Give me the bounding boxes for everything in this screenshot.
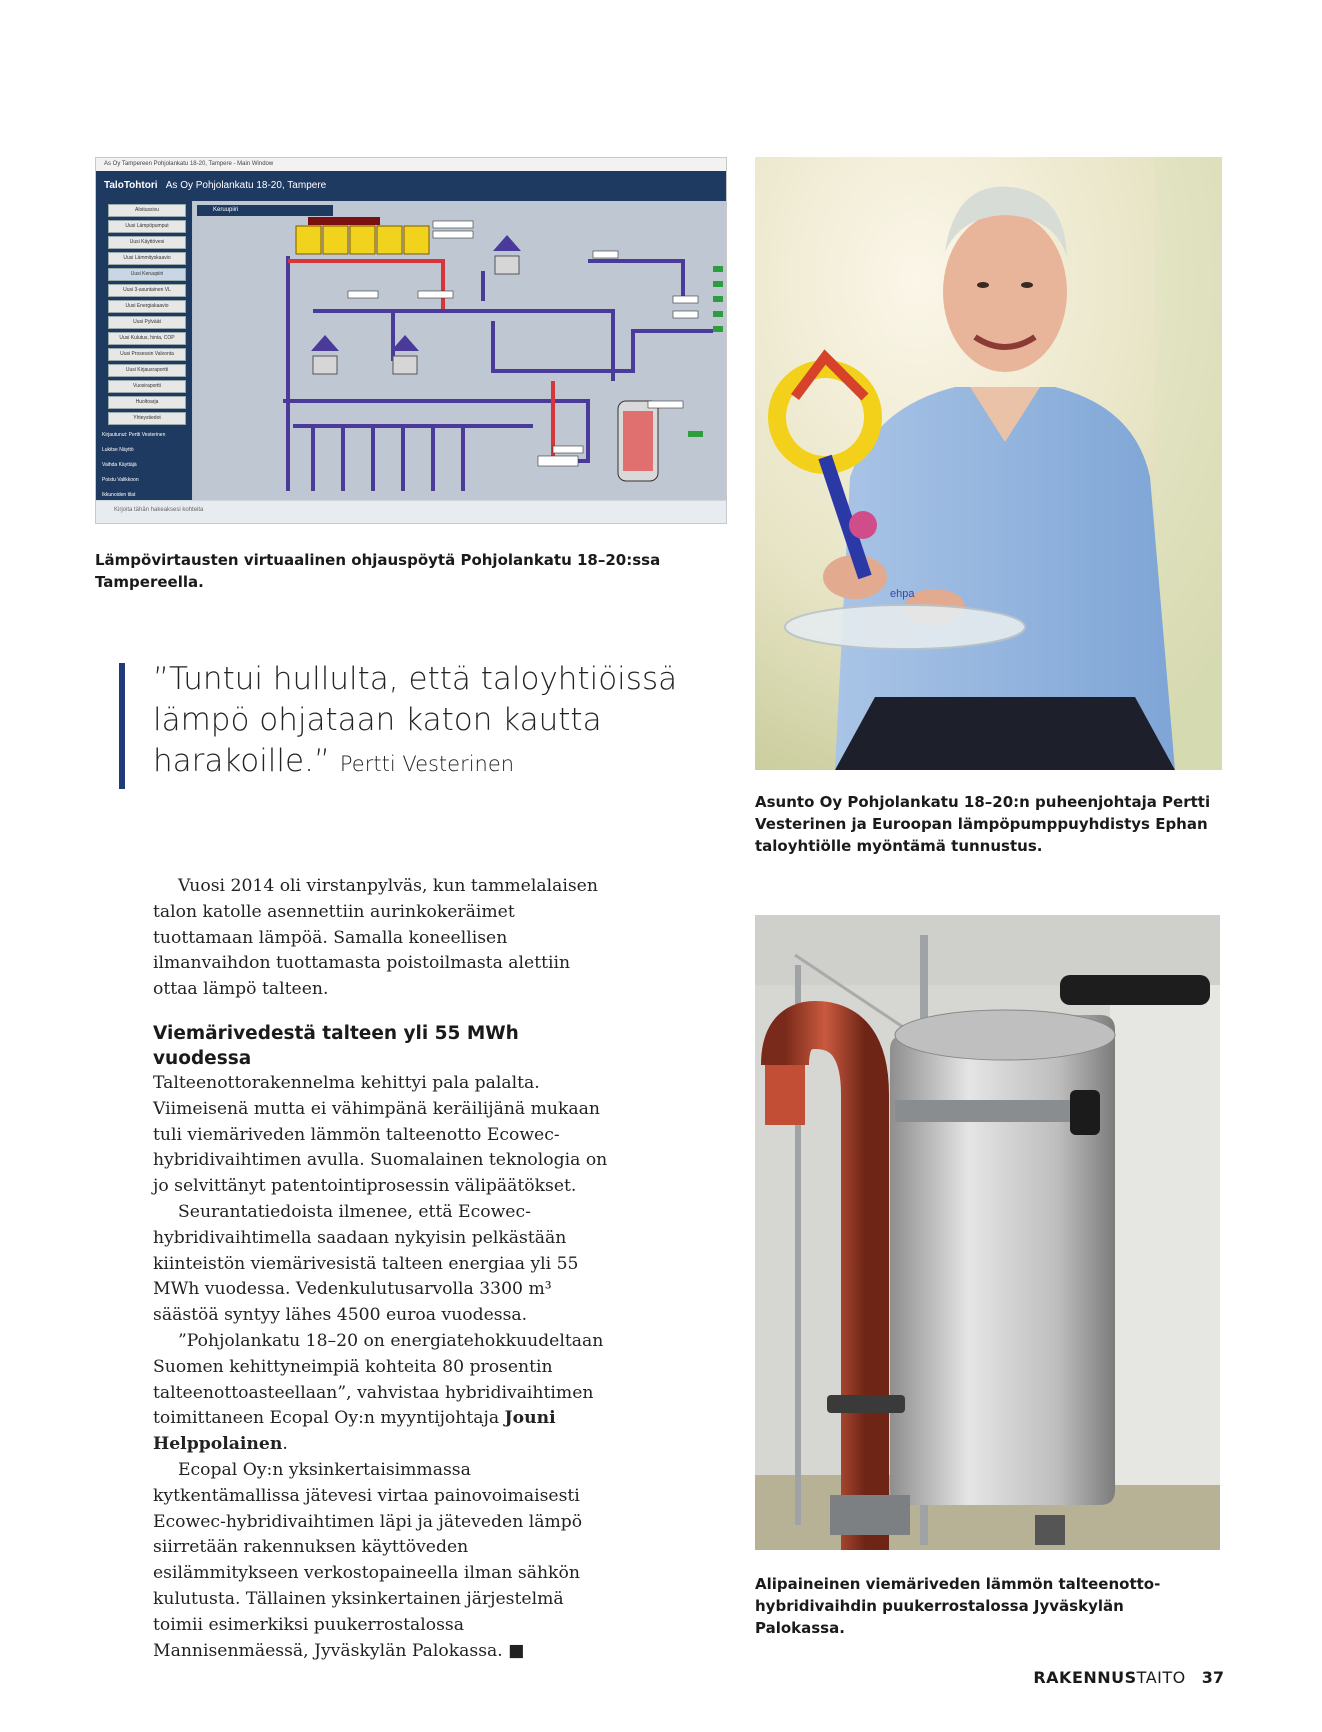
caption-heat-exchanger: Alipaineinen viemäriveden lämmön talteenotto-hybridivaihdin puukerrostalossa Jyväskylän Palokassa. xyxy=(755,1575,1161,1637)
pull-quote xyxy=(153,659,723,785)
quote-bar xyxy=(119,663,125,789)
sidebar-item[interactable]: Uusi Pylväät xyxy=(108,316,186,329)
page-footer xyxy=(1033,1668,1224,1687)
sidebar-item[interactable]: Yhteystiedot xyxy=(108,412,186,425)
paragraph-3: Seurantatiedoista ilmenee, että Ecowec-hybridivaihtimella saadaan nykyisin pelkästään kiinteistön viemärivesistä talteen energiaa yli 55 MWh vuodessa. Vedenkulutusarvolla 3300 m³ säästöä syntyy lähes 4500 euroa vuodessa. xyxy=(153,1201,579,1326)
paragraph-4-end: . xyxy=(282,1434,288,1455)
sidebar-action[interactable]: Lukitse Näyttö xyxy=(102,447,134,453)
photo-heat-exchanger-image xyxy=(755,915,1220,1550)
quote-text: ”Tuntui hullulta, että taloyhtiöissä lämpö ohjataan katon kautta harakoille.” xyxy=(153,661,678,779)
sidebar-item[interactable]: Uusi Energiakaavio xyxy=(108,300,186,313)
sidebar-item[interactable]: Huoltoarja xyxy=(108,396,186,409)
storage-tank-icon xyxy=(618,401,658,481)
person-name: Jouni Helppolainen xyxy=(153,1408,556,1455)
caption-screenshot: Lämpövirtausten virtuaalinen ohjauspöytä Pohjolankatu 18–20:ssa Tampereella. xyxy=(95,551,661,591)
status-indicators xyxy=(688,266,723,437)
process-diagram-graphic xyxy=(193,201,726,501)
trophy-label: ehpa xyxy=(890,588,915,600)
magazine-name-light: TAITO xyxy=(1136,1668,1186,1687)
paragraph-2: Talteenottorakennelma kehittyi pala palalta. Viimeisenä mutta ei vähimpänä keräilijänä mukaan tuli viemäriveden lämmön talteenotto Ecowec-hybridivaihtimen avulla. Suomalainen teknologia on jo selvittänyt patentointiprosessin välipäätökset. xyxy=(153,1072,608,1197)
sidebar-item[interactable]: Uusi Keruupiiri xyxy=(108,268,186,281)
sidebar-item[interactable]: Vuosiraportti xyxy=(108,380,186,393)
taskbar-search[interactable]: Kirjoita tähän hakeaksesi kohteita xyxy=(114,507,204,513)
sidebar-item[interactable]: Uusi 3-asuntainen VL xyxy=(108,284,186,297)
sidebar-item[interactable]: Uusi Käyttövesi xyxy=(108,236,186,249)
taskbar xyxy=(96,500,726,523)
sidebar-item[interactable]: Uusi Lämpöpumput xyxy=(108,220,186,233)
paragraph-1: Vuosi 2014 oli virstanpylväs, kun tammelalaisen talon katolle asennettiin aurinkokeräimet tuottamaan lämpöä. Samalla koneellisen ilmanvaihdon tuottamasta poistoilmasta alettiin ottaa lämpö talteen. xyxy=(153,876,598,1000)
sidebar-item[interactable]: Uusi Kulutus, hinta, COP xyxy=(108,332,186,345)
paragraph-5: Ecopal Oy:n yksinkertaisimmassa kytkentämallissa jätevesi virtaa painovoimaisesti Ecowec-hybridivaihtimen läpi ja jäteveden lämpö siirretään rakennuksen käyttöveden esilämmitykseen verkostopaineella ilman sähkön kulutusta. Tällainen yksinkertainen järjestelmä toimii esimerkiksi puukerrostalossa Mannisenmäessä, Jyväskylän Palokassa. ■ xyxy=(153,1459,583,1661)
magazine-name-bold: RAKENNUS xyxy=(1033,1668,1137,1687)
window-title: As Oy Tampereen Pohjolankatu 18-20, Tampere - Main Window xyxy=(96,158,726,171)
sidebar-item[interactable]: Uusi Kirjausraportti xyxy=(108,364,186,377)
caption-award: Asunto Oy Pohjolankatu 18–20:n puheenjohtaja Pertti Vesterinen ja Euroopan lämpöpumppuyhdistys Ephan taloyhtiölle myöntämä tunnustus. xyxy=(755,793,1211,855)
photo-award xyxy=(755,157,1222,770)
page-number: 37 xyxy=(1201,1668,1224,1687)
brand-logo: TaloTohtori xyxy=(104,180,158,191)
sidebar-item[interactable]: Aloitussivu xyxy=(108,204,186,217)
sidebar-user: Kirjautunut: Pertti Vesterinen xyxy=(102,432,166,438)
sidebar-action[interactable]: Vaihda Käyttäjä xyxy=(102,462,137,468)
paragraph-4 xyxy=(153,1329,608,1458)
panel-title: Keruupiiri xyxy=(197,205,333,216)
photo-award-image xyxy=(755,157,1222,770)
solar-collectors-icon xyxy=(296,217,429,254)
app-header-title: As Oy Pohjolankatu 18-20, Tampere xyxy=(165,180,327,191)
control-panel-screenshot xyxy=(95,157,727,524)
photo-heat-exchanger xyxy=(755,915,1220,1550)
paragraph-4-text: ”Pohjolankatu 18–20 on energiatehokkuudeltaan Suomen kehittyneimpiä kohteita 80 prosentin talteenottoasteellaan”, vahvistaa hybridivaihtimen toimittaneen Ecopal Oy:n myyntijohtaja xyxy=(153,1330,604,1429)
sidebar-action[interactable]: Poistu Valikkoon xyxy=(102,477,139,483)
subheading: Viemärivedestä talteen yli 55 MWh vuodessa xyxy=(153,1022,519,1069)
process-diagram xyxy=(193,201,726,501)
app-sidebar xyxy=(96,201,192,501)
heat-pump-icons xyxy=(311,235,521,374)
article-body xyxy=(153,874,608,1664)
quote-author: Pertti Vesterinen xyxy=(339,752,515,776)
sidebar-item[interactable]: Uusi Prosessin Valvonta xyxy=(108,348,186,361)
app-header xyxy=(96,171,726,201)
sidebar-action[interactable]: Ikkunoiden tilat xyxy=(102,492,136,498)
sidebar-item[interactable]: Uusi Lämmityskaavio xyxy=(108,252,186,265)
